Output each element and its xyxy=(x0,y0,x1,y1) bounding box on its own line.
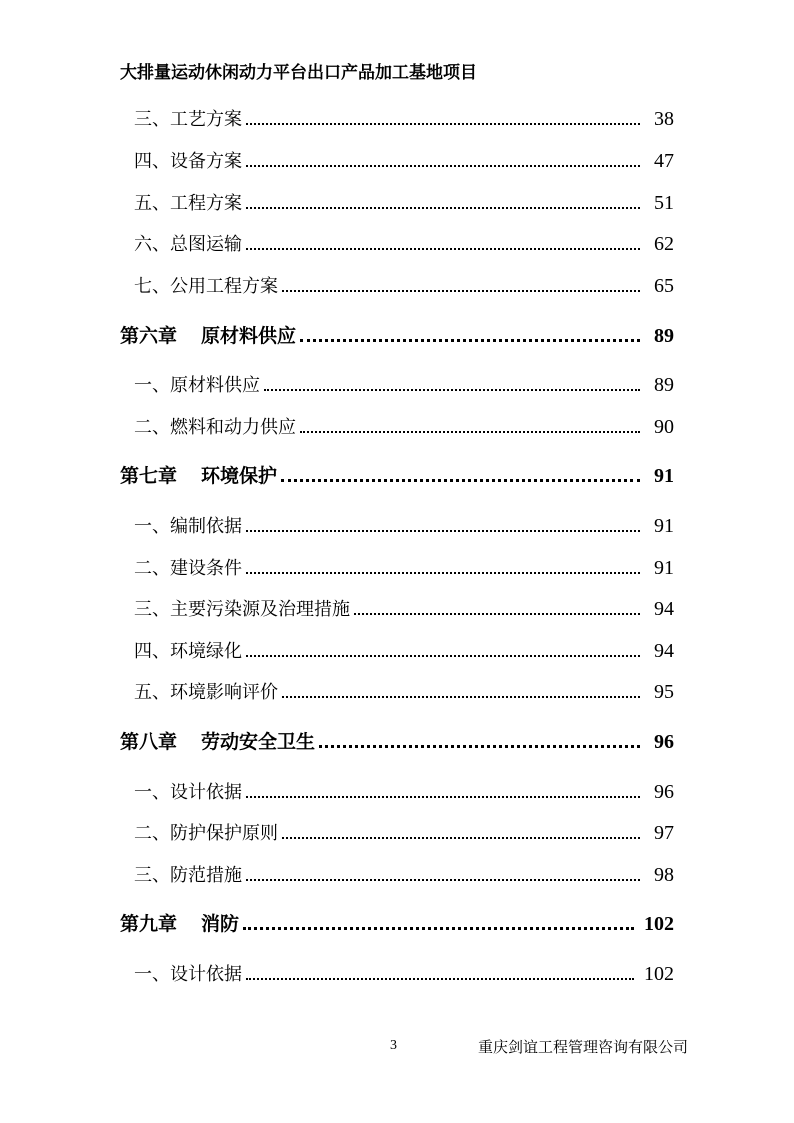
toc-dot-leader xyxy=(319,745,640,748)
toc-entry-number: 一、 xyxy=(134,964,170,985)
toc-section-entry[interactable] xyxy=(120,958,674,986)
toc-section-entry[interactable] xyxy=(120,228,674,256)
toc-entry-page-number: 51 xyxy=(654,192,674,214)
toc-section-entry[interactable] xyxy=(120,552,674,580)
toc-dot-leader xyxy=(246,207,640,209)
toc-dot-leader xyxy=(282,696,640,698)
toc-section-entry[interactable] xyxy=(120,411,674,439)
toc-section-entry[interactable] xyxy=(120,776,674,804)
toc-entry-number: 第七章 xyxy=(120,465,178,487)
toc-dot-leader xyxy=(246,879,640,881)
toc-entry-page-number: 94 xyxy=(654,598,674,620)
toc-section-entry[interactable] xyxy=(120,369,674,397)
toc-chapter-entry[interactable] xyxy=(120,320,674,348)
document-header-title: 大排量运动休闲动力平台出口产品加工基地项目 xyxy=(120,63,477,83)
toc-entry-page-number: 62 xyxy=(654,233,674,255)
toc-entry-page-number: 91 xyxy=(654,465,674,487)
toc-section-entry[interactable] xyxy=(120,635,674,663)
toc-entry-page-number: 38 xyxy=(654,108,674,130)
toc-dot-leader xyxy=(300,339,640,342)
toc-entry-page-number: 97 xyxy=(654,822,674,844)
toc-entry-number: 二、 xyxy=(134,417,170,438)
toc-section-entry[interactable] xyxy=(120,817,674,845)
toc-dot-leader xyxy=(246,165,640,167)
toc-entry-title: 原材料供应 xyxy=(201,325,297,347)
toc-entry-page-number: 90 xyxy=(654,416,674,438)
toc-entry-title: 防护保护原则 xyxy=(170,823,278,844)
toc-dot-leader xyxy=(246,655,640,657)
toc-entry-number: 三、 xyxy=(134,865,170,886)
toc-entry-number: 第六章 xyxy=(120,325,178,347)
toc-dot-leader xyxy=(246,796,640,798)
toc-entry-title: 环境绿化 xyxy=(170,641,242,662)
toc-section-entry[interactable] xyxy=(120,145,674,173)
toc-entry-page-number: 91 xyxy=(654,557,674,579)
toc-section-entry[interactable] xyxy=(120,270,674,298)
toc-section-entry[interactable] xyxy=(120,593,674,621)
toc-entry-title: 设备方案 xyxy=(170,151,242,172)
toc-dot-leader xyxy=(243,927,634,930)
toc-entry-number: 一、 xyxy=(134,516,170,537)
toc-entry-number: 七、 xyxy=(134,276,170,297)
toc-dot-leader xyxy=(246,123,640,125)
toc-dot-leader xyxy=(300,431,640,433)
toc-section-entry[interactable] xyxy=(120,676,674,704)
toc-entry-page-number: 89 xyxy=(654,374,674,396)
toc-entry-title: 劳动安全卫生 xyxy=(201,731,316,753)
toc-dot-leader xyxy=(246,530,640,532)
toc-entry-number: 六、 xyxy=(134,234,170,255)
toc-entry-page-number: 65 xyxy=(654,275,674,297)
toc-entry-page-number: 98 xyxy=(654,864,674,886)
toc-entry-title: 消防 xyxy=(201,913,240,935)
toc-entry-title: 环境影响评价 xyxy=(170,682,278,703)
toc-entry-number: 三、 xyxy=(134,599,170,620)
toc-entry-number: 四、 xyxy=(134,641,170,662)
toc-entry-number: 五、 xyxy=(134,193,170,214)
toc-entry-title: 总图运输 xyxy=(170,234,242,255)
toc-dot-leader xyxy=(246,572,640,574)
toc-entry-number: 第九章 xyxy=(120,913,178,935)
toc-entry-title: 设计依据 xyxy=(170,782,242,803)
toc-entry-number: 三、 xyxy=(134,109,170,130)
toc-section-entry[interactable] xyxy=(120,859,674,887)
toc-chapter-entry[interactable] xyxy=(120,726,674,754)
toc-entry-page-number: 96 xyxy=(654,731,674,753)
toc-section-entry[interactable] xyxy=(120,187,674,215)
toc-entry-number: 二、 xyxy=(134,823,170,844)
toc-entry-title: 原材料供应 xyxy=(170,375,260,396)
toc-entry-title: 防范措施 xyxy=(170,865,242,886)
toc-entry-number: 二、 xyxy=(134,558,170,579)
toc-entry-title: 建设条件 xyxy=(170,558,242,579)
toc-entry-title: 设计依据 xyxy=(170,964,242,985)
toc-dot-leader xyxy=(246,248,640,250)
toc-entry-page-number: 102 xyxy=(644,963,674,985)
footer-page-number: 3 xyxy=(390,1038,397,1053)
toc-entry-page-number: 95 xyxy=(654,681,674,703)
toc-dot-leader xyxy=(282,837,640,839)
footer-company-name: 重庆剑谊工程管理咨询有限公司 xyxy=(478,1038,689,1056)
toc-entry-title: 燃料和动力供应 xyxy=(170,417,296,438)
toc-entry-title: 工艺方案 xyxy=(170,109,242,130)
toc-entry-page-number: 89 xyxy=(654,325,674,347)
toc-entry-page-number: 47 xyxy=(654,150,674,172)
toc-entry-title: 公用工程方案 xyxy=(170,276,278,297)
toc-dot-leader xyxy=(282,290,640,292)
toc-entry-number: 四、 xyxy=(134,151,170,172)
toc-entry-number: 一、 xyxy=(134,375,170,396)
toc-entry-number: 五、 xyxy=(134,682,170,703)
toc-entry-number: 一、 xyxy=(134,782,170,803)
toc-section-entry[interactable] xyxy=(120,103,674,131)
toc-dot-leader xyxy=(354,613,640,615)
toc-dot-leader xyxy=(246,978,634,980)
toc-entry-title: 工程方案 xyxy=(170,193,242,214)
toc-entry-page-number: 94 xyxy=(654,640,674,662)
toc-entry-page-number: 96 xyxy=(654,781,674,803)
toc-section-entry[interactable] xyxy=(120,510,674,538)
toc-entry-title: 编制依据 xyxy=(170,516,242,537)
toc-entry-page-number: 91 xyxy=(654,515,674,537)
toc-entry-number: 第八章 xyxy=(120,731,178,753)
toc-dot-leader xyxy=(281,479,640,482)
toc-entry-title: 环境保护 xyxy=(201,465,278,487)
toc-entry-title: 主要污染源及治理措施 xyxy=(170,599,350,620)
toc-chapter-entry[interactable] xyxy=(120,908,674,936)
toc-chapter-entry[interactable] xyxy=(120,460,674,488)
toc-entry-page-number: 102 xyxy=(644,913,674,935)
toc-dot-leader xyxy=(264,389,640,391)
